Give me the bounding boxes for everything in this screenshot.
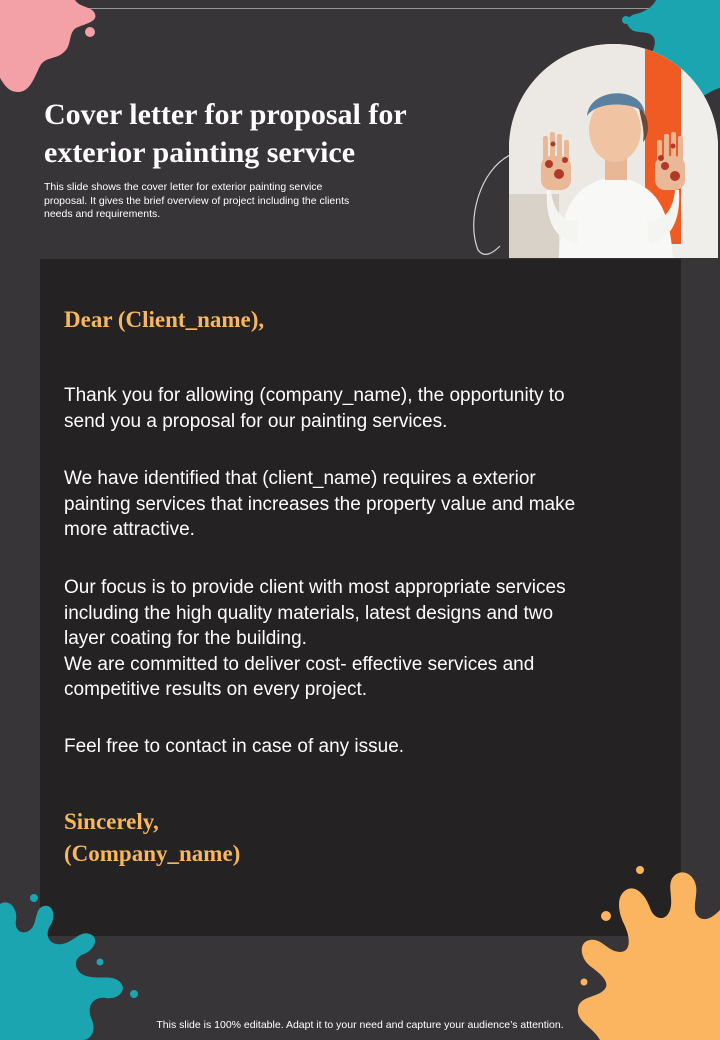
subtitle-line: This slide shows the cover letter for exterior painting service	[44, 181, 323, 193]
orange-paint-splash-icon	[570, 856, 720, 1040]
letter-paragraph	[64, 466, 644, 543]
subtitle-line: proposal. It gives the brief overview of project including the clients	[44, 194, 350, 207]
top-divider-line	[80, 8, 680, 9]
title-line: exterior painting service	[44, 136, 356, 169]
subtitle-line: needs and requirements.	[44, 208, 161, 220]
teal-paint-splash-icon	[0, 890, 150, 1040]
paragraph-line: layer coating for the building.	[64, 628, 307, 649]
paragraph-line: send you a proposal for our painting services.	[64, 410, 448, 432]
paragraph-line: Our focus is to provide client with most appropriate services	[64, 577, 566, 598]
letter-paragraph	[64, 575, 644, 703]
paragraph-line: We have identified that (client_name) requires a exterior	[64, 468, 536, 489]
paragraph-line: Thank you for allowing (company_name), the opportunity to	[64, 385, 565, 406]
paragraph-line: including the high quality materials, latest designs and two	[64, 602, 554, 624]
letter-closing	[64, 806, 240, 870]
letter-paragraph: Feel free to contact in case of any issue.	[64, 736, 405, 757]
footer-note: This slide is 100% editable. Adapt it to your need and capture your audience’s attention.	[156, 1019, 564, 1031]
paragraph-line: competitive results on every project.	[64, 679, 368, 700]
photo-illustration-icon	[509, 44, 718, 258]
pink-paint-splash-icon	[0, 0, 100, 95]
paragraph-line: more attractive.	[64, 519, 195, 540]
woman-painted-hands-photo	[509, 44, 718, 258]
closing-line: Sincerely,	[64, 809, 159, 834]
paragraph-line: painting services that increases the property value and make	[64, 493, 576, 515]
page-subtitle	[44, 181, 404, 222]
closing-line: (Company_name)	[64, 841, 241, 866]
letter-panel	[40, 259, 681, 936]
paragraph-line: We are committed to deliver cost- effective services and	[64, 653, 535, 675]
letter-paragraph	[64, 383, 644, 434]
page-title	[44, 96, 484, 172]
salutation: Dear (Client_name),	[64, 307, 265, 332]
title-line: Cover letter for proposal for	[44, 98, 407, 131]
